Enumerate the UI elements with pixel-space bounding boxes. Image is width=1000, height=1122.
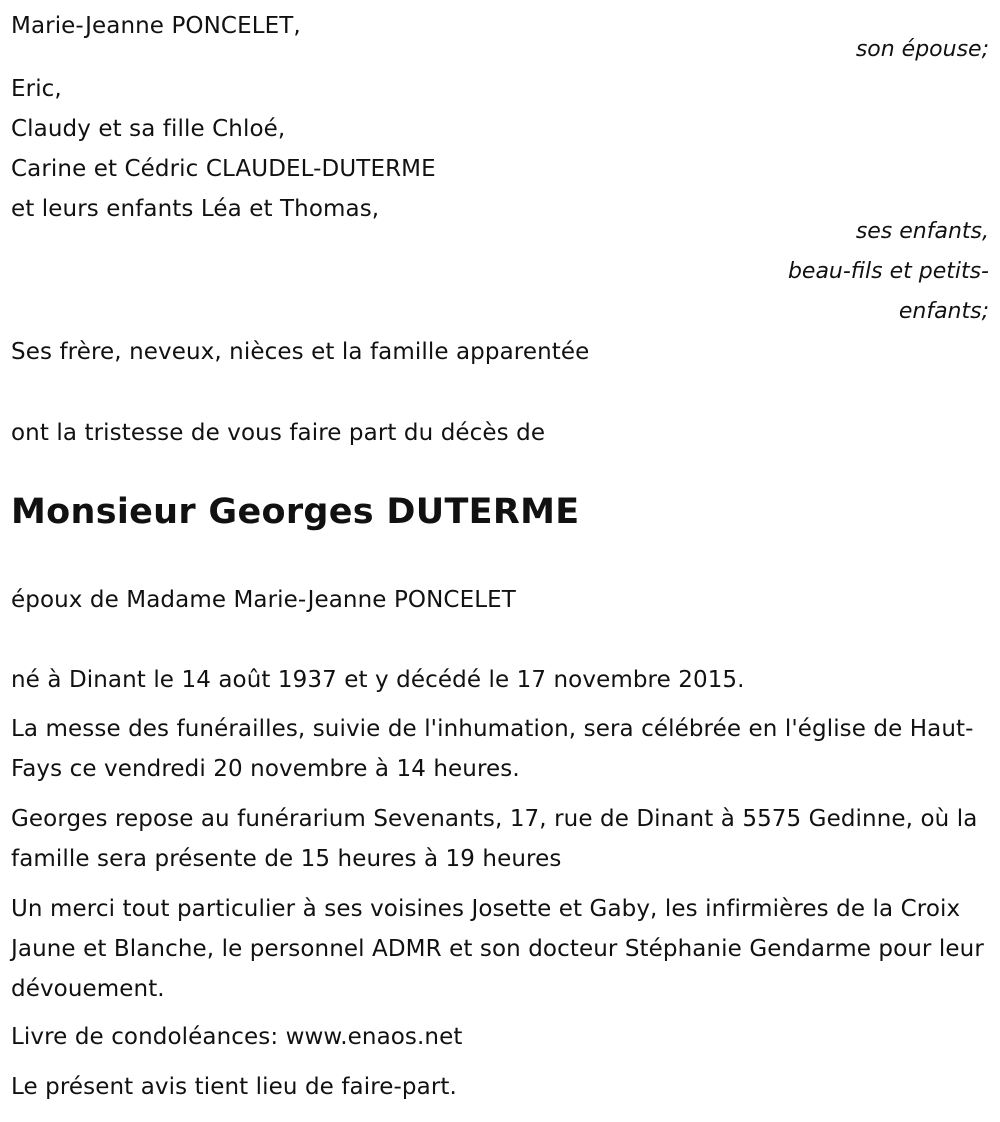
children-role: beau-fils et petits- — [787, 259, 989, 284]
funeral-home-info: Georges repose au funérarium Sevenants, 17, rue de Dinant à 5575 Gedinne, où la famille sera présente de 15 heures à 19 heures — [11, 806, 978, 872]
birth-death-dates: né à Dinant le 14 août 1937 et y décédé le 17 novembre 2015. — [11, 667, 745, 693]
child-name: Eric, — [11, 76, 62, 102]
notice-footer: Le présent avis tient lieu de faire-part. — [11, 1074, 457, 1100]
extended-family: Ses frère, neveux, nièces et la famille apparentée — [11, 339, 590, 365]
spouse-name: Marie-Jeanne PONCELET, — [11, 13, 301, 39]
funeral-mass-info: La messe des funérailles, suivie de l'inhumation, sera célébrée en l'église de Haut-Fays ce vendredi 20 novembre à 14 heures. — [11, 716, 974, 782]
announcement-text: ont la tristesse de vous faire part du décès de — [11, 420, 546, 446]
deceased-name: Monsieur Georges DUTERME — [11, 492, 580, 532]
thanks-message: Un merci tout particulier à ses voisines Josette et Gaby, les infirmières de la Croix Jaune et Blanche, le personnel ADMR et son docteur Stéphanie Gendarme pour leur dévouement. — [11, 896, 984, 1002]
child-name: Carine et Cédric CLAUDEL-DUTERME — [11, 156, 436, 182]
deceased-spouse-line: époux de Madame Marie-Jeanne PONCELET — [11, 587, 516, 613]
child-name: et leurs enfants Léa et Thomas, — [11, 196, 380, 222]
child-name: Claudy et sa fille Chloé, — [11, 116, 286, 142]
children-role: enfants; — [898, 299, 989, 324]
condolences-link: Livre de condoléances: www.enaos.net — [11, 1024, 463, 1050]
children-role: ses enfants, — [855, 219, 989, 244]
spouse-role: son épouse; — [855, 37, 989, 62]
